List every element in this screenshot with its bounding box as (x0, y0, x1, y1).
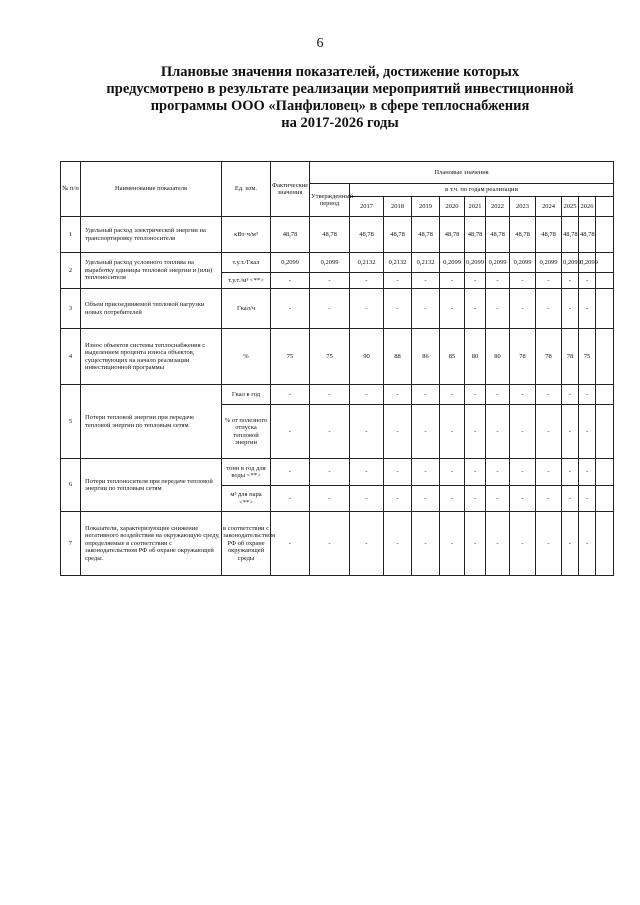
row-year-value: 48,78 (412, 217, 440, 253)
row-year-value: 48,78 (510, 217, 536, 253)
row-name: Удельный расход электрической энергии на транспортировку теплоносителя (81, 217, 222, 253)
row-approved: - (310, 289, 350, 329)
title-line: Плановые значения показателей, достижение которых (160, 64, 520, 80)
row-approved: - (310, 512, 350, 576)
row-year-value: 0,2099 (536, 253, 562, 273)
row-year-value: 75 (579, 329, 596, 385)
header-name: Наименование показателя (81, 162, 222, 217)
row-year-value: - (350, 486, 384, 512)
row-year-value: - (510, 385, 536, 405)
row-year-value: - (440, 405, 465, 459)
header-year: 2020 (440, 197, 465, 217)
row-year-value: 48,78 (562, 217, 579, 253)
row-year-value: 0,2099 (440, 253, 465, 273)
row-year-value: - (579, 459, 596, 486)
row-year-value: - (350, 405, 384, 459)
title-line: программы ООО «Панфиловец» в сфере теплоснабжения (150, 98, 530, 114)
row-actual: - (271, 512, 310, 576)
row-year-value: - (465, 512, 486, 576)
row-name: Потери тепловой энергии при передаче тепловой энергии по тепловым сетям (81, 385, 222, 459)
header-year: 2017 (350, 197, 384, 217)
row-year-value: - (465, 486, 486, 512)
row-year-value: 90 (350, 329, 384, 385)
row-unit: т.у.т./м³ <**> (222, 273, 271, 289)
row-year-value: - (350, 273, 384, 289)
row-year-value: 88 (384, 329, 412, 385)
row-year-value: - (486, 486, 510, 512)
row-year-value: - (412, 486, 440, 512)
row-year-value: - (579, 512, 596, 576)
row-year-value: 78 (510, 329, 536, 385)
row-year-value: 0,2132 (350, 253, 384, 273)
row-year-value: - (465, 459, 486, 486)
row-actual: - (271, 486, 310, 512)
header-year: 2024 (536, 197, 562, 217)
row-year-value: - (510, 512, 536, 576)
row-year-value: - (412, 273, 440, 289)
indicators-table (60, 161, 614, 576)
row-actual: - (271, 459, 310, 486)
header-planned: Плановые значения (310, 162, 614, 184)
row-spacer (596, 329, 614, 385)
row-year-value: - (486, 459, 510, 486)
row-year-value: 48,78 (384, 217, 412, 253)
row-year-value: 80 (465, 329, 486, 385)
header-year: 2021 (465, 197, 486, 217)
row-year-value: - (412, 385, 440, 405)
row-unit: Гкал/ч (222, 289, 271, 329)
row-actual: 0,2099 (271, 253, 310, 273)
row-year-value: - (510, 486, 536, 512)
row-year-value: - (562, 459, 579, 486)
table-row (61, 289, 614, 329)
row-num: 2 (61, 253, 81, 289)
row-approved: 48,78 (310, 217, 350, 253)
row-spacer (596, 253, 614, 273)
row-year-value: - (510, 289, 536, 329)
row-approved: - (310, 486, 350, 512)
row-year-value: 78 (562, 329, 579, 385)
header-year: 2022 (486, 197, 510, 217)
row-year-value: - (579, 405, 596, 459)
row-spacer (596, 512, 614, 576)
row-year-value: - (440, 486, 465, 512)
row-spacer (596, 405, 614, 459)
row-year-value: - (579, 486, 596, 512)
table-row (61, 512, 614, 576)
row-year-value: - (486, 289, 510, 329)
row-year-value: - (412, 512, 440, 576)
row-name: Потери теплоносителя при передаче тепловой энергии по тепловым сетям (81, 459, 222, 512)
row-year-value: - (384, 512, 412, 576)
row-actual: - (271, 273, 310, 289)
page-number: 6 (316, 36, 324, 51)
row-unit: т.у.т./Гкал (222, 253, 271, 273)
header-year: 2025 (562, 197, 579, 217)
row-unit: Гкал в год (222, 385, 271, 405)
row-year-value: - (384, 289, 412, 329)
row-actual: 48,78 (271, 217, 310, 253)
row-name: Износ объектов системы теплоснабжения с выделением процента износа объектов, существующих на начало реализации инвестиционной программы (81, 329, 222, 385)
row-year-value: - (579, 289, 596, 329)
header-actual: Фактические значения (271, 162, 310, 217)
row-year-value: - (486, 512, 510, 576)
row-year-value: - (562, 385, 579, 405)
header-by-years: в т.ч. по годам реализации (350, 184, 614, 197)
row-unit: % от полезного отпуска тепловой энергии (222, 405, 271, 459)
row-year-value: - (510, 459, 536, 486)
row-year-value: 48,78 (579, 217, 596, 253)
row-year-value: - (440, 385, 465, 405)
row-actual: - (271, 289, 310, 329)
row-year-value: - (440, 512, 465, 576)
row-year-value: 0,2099 (486, 253, 510, 273)
row-year-value: - (465, 385, 486, 405)
row-year-value: - (562, 289, 579, 329)
row-year-value: 48,78 (465, 217, 486, 253)
row-year-value: 86 (412, 329, 440, 385)
table-row (61, 385, 614, 405)
row-year-value: - (412, 289, 440, 329)
row-year-value: 0,2132 (412, 253, 440, 273)
header-year: 2026 (579, 197, 596, 217)
row-approved: - (310, 385, 350, 405)
row-year-value: - (579, 385, 596, 405)
row-approved: - (310, 273, 350, 289)
row-year-value: - (412, 405, 440, 459)
row-year-value: - (579, 273, 596, 289)
row-num: 3 (61, 289, 81, 329)
row-year-value: - (536, 273, 562, 289)
table-row (61, 217, 614, 253)
row-year-value: - (440, 289, 465, 329)
row-year-value: 85 (440, 329, 465, 385)
header-unit: Ед. изм. (222, 162, 271, 217)
row-year-value: - (384, 405, 412, 459)
row-year-value: 0,2099 (579, 253, 596, 273)
row-year-value: - (536, 385, 562, 405)
row-year-value: 78 (536, 329, 562, 385)
row-year-value: - (350, 459, 384, 486)
row-year-value: 48,78 (440, 217, 465, 253)
row-spacer (596, 289, 614, 329)
row-actual: - (271, 405, 310, 459)
row-year-value: - (350, 385, 384, 405)
row-spacer (596, 217, 614, 253)
table-header (61, 162, 614, 217)
row-name: Показатели, характеризующие снижение негативного воздействия на окружающую среду, определяемые в соответствии с законодательством РФ об охране окружающей среды. (81, 512, 222, 576)
row-year-value: - (465, 405, 486, 459)
row-year-value: - (486, 385, 510, 405)
header-approved: Утвержденный период (310, 184, 350, 217)
row-year-value: - (440, 273, 465, 289)
table-row (61, 459, 614, 486)
row-spacer (596, 385, 614, 405)
row-year-value: 0,2099 (465, 253, 486, 273)
header-year: 2019 (412, 197, 440, 217)
row-num: 7 (61, 512, 81, 576)
row-name: Объем присоединяемой тепловой нагрузки новых потребителей (81, 289, 222, 329)
row-year-value: 80 (486, 329, 510, 385)
row-year-value: - (412, 459, 440, 486)
row-year-value: 0,2099 (510, 253, 536, 273)
header-year: 2023 (510, 197, 536, 217)
row-year-value: - (486, 273, 510, 289)
row-year-value: - (536, 405, 562, 459)
row-year-value: - (384, 486, 412, 512)
row-year-value: - (562, 273, 579, 289)
row-num: 6 (61, 459, 81, 512)
row-year-value: - (465, 289, 486, 329)
row-year-value: 48,78 (536, 217, 562, 253)
row-name: Удельный расход условного топлива на выработку единицы тепловой энергии и (или) теплоносителя (81, 253, 222, 289)
row-year-value: - (562, 405, 579, 459)
row-num: 4 (61, 329, 81, 385)
row-approved: - (310, 405, 350, 459)
row-approved: 75 (310, 329, 350, 385)
header-spacer (596, 197, 614, 217)
row-year-value: - (562, 512, 579, 576)
row-year-value: - (486, 405, 510, 459)
row-spacer (596, 486, 614, 512)
header-num: № п/п (61, 162, 81, 217)
row-year-value: 0,2099 (562, 253, 579, 273)
row-approved: 0,2099 (310, 253, 350, 273)
row-year-value: - (510, 405, 536, 459)
row-year-value: 48,78 (350, 217, 384, 253)
row-spacer (596, 459, 614, 486)
row-actual: - (271, 385, 310, 405)
row-year-value: - (536, 486, 562, 512)
row-approved: - (310, 459, 350, 486)
row-unit: м³ для пара <**> (222, 486, 271, 512)
title-line: на 2017-2026 годы (281, 115, 399, 131)
row-num: 5 (61, 385, 81, 459)
row-spacer (596, 273, 614, 289)
title-line: предусмотрено в результате реализации мероприятий инвестиционной (106, 81, 574, 97)
row-year-value: - (465, 273, 486, 289)
row-year-value: - (562, 486, 579, 512)
row-year-value: - (350, 512, 384, 576)
row-year-value: - (384, 273, 412, 289)
row-year-value: - (536, 512, 562, 576)
row-unit: % (222, 329, 271, 385)
row-actual: 75 (271, 329, 310, 385)
row-unit: кВт·ч/м³ (222, 217, 271, 253)
row-num: 1 (61, 217, 81, 253)
row-year-value: - (510, 273, 536, 289)
row-unit: тонн в год для воды <**> (222, 459, 271, 486)
document-title (80, 64, 600, 132)
row-year-value: - (536, 289, 562, 329)
table-row (61, 253, 614, 273)
row-year-value: 0,2132 (384, 253, 412, 273)
header-year: 2018 (384, 197, 412, 217)
row-year-value: - (536, 459, 562, 486)
table-row (61, 329, 614, 385)
row-year-value: - (384, 459, 412, 486)
row-year-value: - (440, 459, 465, 486)
row-year-value: - (350, 289, 384, 329)
row-unit: в соответствии с законодательством РФ об охране окружающей среды (222, 512, 271, 576)
row-year-value: - (384, 385, 412, 405)
row-year-value: 48,78 (486, 217, 510, 253)
